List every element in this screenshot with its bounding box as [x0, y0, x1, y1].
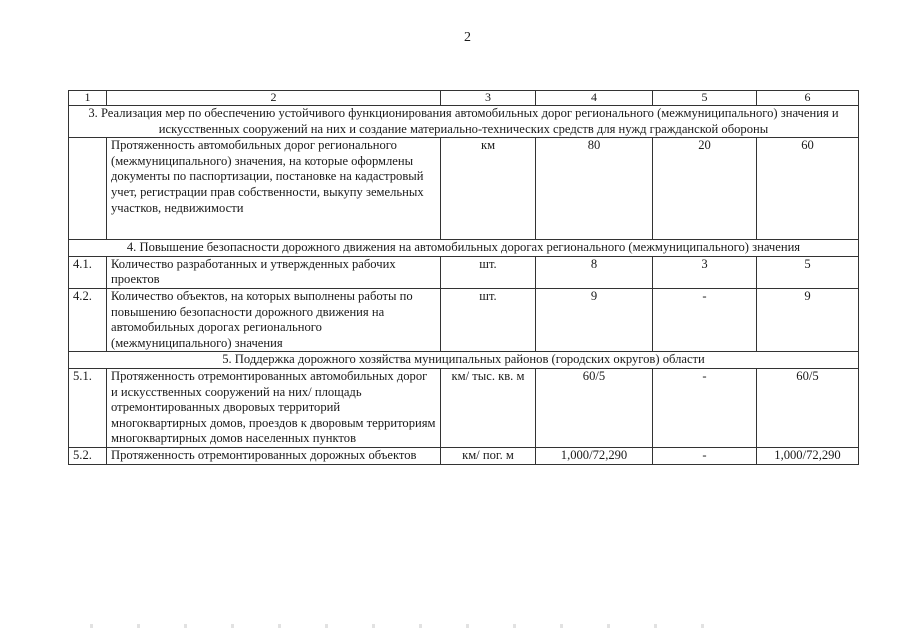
- section-5-title: 5. Поддержка дорожного хозяйства муниципальных районов (городских округов) области: [69, 352, 859, 369]
- value-col-4: 60/5: [536, 368, 653, 447]
- table-row: [69, 368, 859, 447]
- row-number: 5.2.: [69, 447, 107, 464]
- value-col-5: -: [653, 447, 757, 464]
- table-row: [69, 447, 859, 464]
- column-number: 6: [757, 91, 859, 106]
- value-col-6: 5: [757, 256, 859, 288]
- scan-artifact: [90, 624, 740, 628]
- column-number: 1: [69, 91, 107, 106]
- value-col-5: 3: [653, 256, 757, 288]
- row-number: 4.2.: [69, 288, 107, 351]
- indicator-description: Протяженность отремонтированных автомобильных дорог и искусственных сооружений на них/ площадь отремонтированных дворовых территорий многоквартирных домов, проездов к дворовым территориям многоквартирных домов населенных пунктов: [107, 368, 441, 447]
- unit-of-measure: км/ пог. м: [441, 447, 536, 464]
- value-col-5: -: [653, 368, 757, 447]
- column-number: 2: [107, 91, 441, 106]
- value-col-6: 1,000/72,290: [757, 447, 859, 464]
- section-4-title: 4. Повышение безопасности дорожного движения на автомобильных дорогах регионального (межмуниципального) значения: [69, 240, 859, 257]
- indicator-description: Количество разработанных и утвержденных рабочих проектов: [107, 256, 441, 288]
- section-heading-row: [69, 106, 859, 138]
- row-number: [69, 138, 107, 240]
- value-col-4: 1,000/72,290: [536, 447, 653, 464]
- value-col-5: -: [653, 288, 757, 351]
- value-col-5: 20: [653, 138, 757, 240]
- indicator-description: Количество объектов, на которых выполнены работы по повышению безопасности дорожного движения на автомобильных дорогах регионального (межмуниципального) значения: [107, 288, 441, 351]
- table-row: [69, 138, 859, 240]
- table-row: [69, 288, 859, 351]
- row-number: 5.1.: [69, 368, 107, 447]
- unit-of-measure: км: [441, 138, 536, 240]
- value-col-6: 60: [757, 138, 859, 240]
- section-3-title: 3. Реализация мер по обеспечению устойчивого функционирования автомобильных дорог регионального (межмуниципального) значения и искусственных сооружений на них и создание материально-технических средств для нужд гражданской обороны: [69, 106, 859, 138]
- section-heading-row: [69, 352, 859, 369]
- value-col-6: 9: [757, 288, 859, 351]
- column-number: 3: [441, 91, 536, 106]
- column-number-row: [69, 91, 859, 106]
- unit-of-measure: шт.: [441, 256, 536, 288]
- indicator-description: Протяженность автомобильных дорог регионального (межмуниципального) значения, на которые оформлены документы по паспортизации, постановке на кадастровый учет, регистрации прав собственности, выкупу земельных участков, недвижимости: [107, 138, 441, 240]
- indicators-table: [68, 90, 859, 465]
- value-col-6: 60/5: [757, 368, 859, 447]
- value-col-4: 9: [536, 288, 653, 351]
- row-number: 4.1.: [69, 256, 107, 288]
- column-number: 5: [653, 91, 757, 106]
- unit-of-measure: шт.: [441, 288, 536, 351]
- indicator-description: Протяженность отремонтированных дорожных объектов: [107, 447, 441, 464]
- table-row: [69, 256, 859, 288]
- section-heading-row: [69, 240, 859, 257]
- page-number: 2: [464, 30, 471, 45]
- value-col-4: 80: [536, 138, 653, 240]
- column-number: 4: [536, 91, 653, 106]
- value-col-4: 8: [536, 256, 653, 288]
- unit-of-measure: км/ тыс. кв. м: [441, 368, 536, 447]
